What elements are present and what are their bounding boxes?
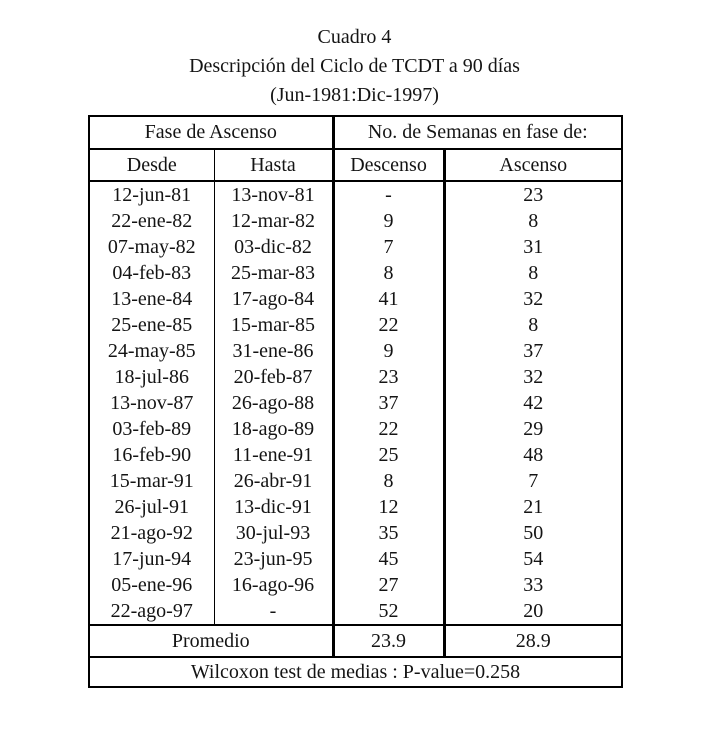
table-row bbox=[89, 598, 622, 625]
cell-hasta: 15-mar-85 bbox=[214, 312, 333, 338]
table-row bbox=[89, 286, 622, 312]
cell-ascenso: 32 bbox=[523, 287, 544, 310]
table-row bbox=[89, 442, 622, 468]
cell-desde: 04-feb-83 bbox=[89, 260, 214, 286]
cell-ascenso: 8 bbox=[528, 261, 539, 284]
cell-desde: 07-may-82 bbox=[89, 234, 214, 260]
table-row bbox=[89, 390, 622, 416]
table-title: Descripción del Ciclo de TCDT a 90 días bbox=[189, 55, 520, 77]
cell-descenso: - bbox=[333, 181, 444, 208]
cell-ascenso: 7 bbox=[528, 469, 539, 492]
cell-ascenso: 20 bbox=[523, 599, 544, 622]
cell-descenso: 25 bbox=[333, 442, 444, 468]
header-group-row bbox=[89, 116, 622, 149]
cell-ascenso: 42 bbox=[523, 391, 544, 414]
header-columns-row bbox=[89, 149, 622, 181]
table-number: Cuadro 4 bbox=[317, 26, 392, 48]
cell-desde: 24-may-85 bbox=[89, 338, 214, 364]
table-row bbox=[89, 260, 622, 286]
cell-ascenso: 23 bbox=[523, 183, 544, 206]
cell-descenso: 9 bbox=[333, 338, 444, 364]
cell-ascenso: 54 bbox=[523, 547, 544, 570]
header-fase-de-ascenso: Fase de Ascenso bbox=[89, 116, 333, 149]
column-header-hasta: Hasta bbox=[214, 149, 333, 181]
summary-descenso-value: 23.9 bbox=[333, 625, 444, 657]
table-row bbox=[89, 494, 622, 520]
cell-hasta: 13-dic-91 bbox=[214, 494, 333, 520]
cell-hasta: 25-mar-83 bbox=[214, 260, 333, 286]
cell-descenso: 35 bbox=[333, 520, 444, 546]
summary-label: Promedio bbox=[89, 625, 333, 657]
table-row bbox=[89, 520, 622, 546]
table-row bbox=[89, 572, 622, 598]
cell-hasta: 13-nov-81 bbox=[214, 181, 333, 208]
cell-desde: 22-ene-82 bbox=[89, 208, 214, 234]
footer-note-row bbox=[89, 657, 622, 687]
cell-desde: 12-jun-81 bbox=[89, 181, 214, 208]
cell-ascenso: 8 bbox=[528, 313, 539, 336]
table-body bbox=[89, 181, 622, 625]
cell-desde: 17-jun-94 bbox=[89, 546, 214, 572]
cell-hasta: 23-jun-95 bbox=[214, 546, 333, 572]
table-row bbox=[89, 181, 622, 208]
cell-ascenso: 8 bbox=[528, 209, 539, 232]
cell-desde: 13-nov-87 bbox=[89, 390, 214, 416]
cell-desde: 25-ene-85 bbox=[89, 312, 214, 338]
summary-row bbox=[89, 625, 622, 657]
table-row bbox=[89, 364, 622, 390]
cell-descenso: 27 bbox=[333, 572, 444, 598]
cell-ascenso: 37 bbox=[523, 339, 544, 362]
cell-descenso: 8 bbox=[333, 468, 444, 494]
table-row bbox=[89, 338, 622, 364]
cell-hasta: 20-feb-87 bbox=[214, 364, 333, 390]
summary-ascenso-value: 28.9 bbox=[444, 625, 622, 657]
cell-descenso: 9 bbox=[333, 208, 444, 234]
cell-hasta: 18-ago-89 bbox=[214, 416, 333, 442]
cell-hasta: - bbox=[214, 598, 333, 625]
cell-hasta: 11-ene-91 bbox=[214, 442, 333, 468]
cell-descenso: 37 bbox=[333, 390, 444, 416]
cell-descenso: 45 bbox=[333, 546, 444, 572]
cell-descenso: 8 bbox=[333, 260, 444, 286]
table-row bbox=[89, 208, 622, 234]
cell-descenso: 23 bbox=[333, 364, 444, 390]
column-header-desde: Desde bbox=[89, 149, 214, 181]
cell-desde: 15-mar-91 bbox=[89, 468, 214, 494]
cell-hasta: 26-abr-91 bbox=[214, 468, 333, 494]
header-no-de-semanas: No. de Semanas en fase de: bbox=[333, 116, 622, 149]
cell-desde: 13-ene-84 bbox=[89, 286, 214, 312]
cell-hasta: 12-mar-82 bbox=[214, 208, 333, 234]
cell-ascenso: 33 bbox=[523, 573, 544, 596]
cell-hasta: 31-ene-86 bbox=[214, 338, 333, 364]
table-row bbox=[89, 416, 622, 442]
cell-desde: 03-feb-89 bbox=[89, 416, 214, 442]
cell-ascenso: 29 bbox=[523, 417, 544, 440]
cell-desde: 21-ago-92 bbox=[89, 520, 214, 546]
cell-descenso: 41 bbox=[333, 286, 444, 312]
cell-hasta: 17-ago-84 bbox=[214, 286, 333, 312]
table-caption bbox=[88, 23, 621, 110]
cell-desde: 18-jul-86 bbox=[89, 364, 214, 390]
cell-desde: 16-feb-90 bbox=[89, 442, 214, 468]
cell-descenso: 7 bbox=[333, 234, 444, 260]
cell-desde: 26-jul-91 bbox=[89, 494, 214, 520]
table-row bbox=[89, 234, 622, 260]
cell-ascenso: 48 bbox=[523, 443, 544, 466]
cell-descenso: 12 bbox=[333, 494, 444, 520]
cell-descenso: 22 bbox=[333, 312, 444, 338]
cell-hasta: 26-ago-88 bbox=[214, 390, 333, 416]
wilcoxon-note: Wilcoxon test de medias : P-value=0.258 bbox=[190, 660, 521, 683]
cell-desde: 05-ene-96 bbox=[89, 572, 214, 598]
cell-desde: 22-ago-97 bbox=[89, 598, 214, 625]
cell-ascenso: 31 bbox=[523, 235, 544, 258]
cell-descenso: 52 bbox=[333, 598, 444, 625]
cell-hasta: 03-dic-82 bbox=[214, 234, 333, 260]
column-header-ascenso: Ascenso bbox=[444, 149, 622, 181]
column-header-descenso: Descenso bbox=[333, 149, 444, 181]
cell-ascenso: 21 bbox=[523, 495, 544, 518]
cell-hasta: 30-jul-93 bbox=[214, 520, 333, 546]
cell-hasta: 16-ago-96 bbox=[214, 572, 333, 598]
table-row bbox=[89, 546, 622, 572]
cell-ascenso: 32 bbox=[523, 365, 544, 388]
cell-ascenso: 50 bbox=[523, 521, 544, 544]
table-period: (Jun-1981:Dic-1997) bbox=[270, 84, 439, 106]
cell-descenso: 22 bbox=[333, 416, 444, 442]
table-row bbox=[89, 312, 622, 338]
table-row bbox=[89, 468, 622, 494]
tcdt-cycle-table bbox=[88, 115, 623, 688]
table-block bbox=[88, 23, 621, 688]
